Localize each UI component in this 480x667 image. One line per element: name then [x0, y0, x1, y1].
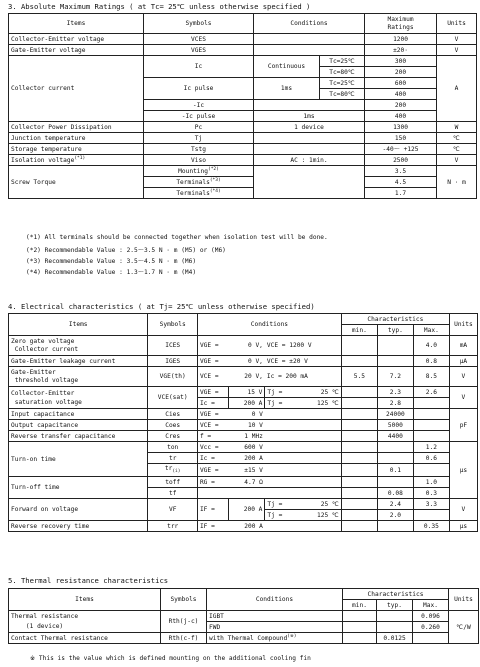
condition-cell: 200 A: [229, 521, 265, 532]
condition-cell: Tc=80℃: [320, 89, 365, 100]
footnote-4: (*4) Recommendable Value : 1.3〜1.7 N · m (M4): [26, 269, 197, 276]
condition-cell: [265, 431, 341, 442]
condition-cell: 600 V: [229, 442, 265, 453]
condition-cell: IGBT: [207, 611, 343, 622]
symbol-cell: toff: [148, 477, 197, 488]
min-cell: 5.5: [341, 367, 377, 387]
condition-cell: VCE = ±20 V: [265, 356, 341, 367]
symbol-cell: tr: [148, 453, 197, 464]
unit-cell: V: [437, 45, 477, 56]
typ-cell: [377, 622, 413, 633]
condition-cell: [254, 177, 365, 188]
header-max: Max.: [413, 600, 449, 611]
condition-cell: 200 A: [229, 398, 265, 409]
symbol-cell: Rth(c-f): [161, 633, 207, 644]
item-cell: Collector-Emitter voltage: [9, 34, 144, 45]
value-cell: 4.5: [365, 177, 437, 188]
typ-cell: 5000: [377, 420, 413, 431]
unit-cell: μA: [449, 356, 477, 367]
item-cell: Reverse transfer capacitance: [9, 431, 148, 442]
condition-cell: [265, 521, 341, 532]
header-symbols: Symbols: [148, 314, 197, 336]
table-row: [9, 367, 478, 387]
header-characteristics: Characteristics: [341, 314, 449, 325]
min-cell: [343, 611, 377, 622]
min-cell: [341, 510, 377, 521]
item-cell: Turn-off time: [9, 477, 148, 499]
table-header-row: [9, 589, 479, 600]
header-typ: typ.: [377, 600, 413, 611]
value-cell: 400: [365, 89, 437, 100]
table-row: [9, 166, 477, 177]
condition-cell: IF =: [197, 521, 228, 532]
table-row: [9, 133, 477, 144]
condition-cell: 1 MHz: [229, 431, 265, 442]
condition-cell: [254, 45, 365, 56]
symbol-cell: VCES: [144, 34, 254, 45]
condition-cell: VCE =: [197, 367, 228, 387]
unit-cell: A: [437, 56, 477, 122]
min-cell: [341, 453, 377, 464]
typ-cell: 0.1: [377, 464, 413, 477]
header-symbols: Symbols: [144, 14, 254, 34]
condition-cell: 20 V,: [229, 367, 265, 387]
table-row: [9, 521, 478, 532]
max-cell: 0.096: [413, 611, 449, 622]
item-cell: Zero gate voltage Collector current: [9, 336, 148, 356]
unit-cell: μs: [449, 521, 477, 532]
table-row: [9, 56, 477, 67]
condition-cell: [265, 442, 341, 453]
condition-cell: AC : 1min.: [254, 155, 365, 166]
unit-cell: W: [437, 122, 477, 133]
max-cell: 0.260: [413, 622, 449, 633]
condition-cell: FWD: [207, 622, 343, 633]
min-cell: [341, 521, 377, 532]
unit-cell: V: [437, 155, 477, 166]
item-cell: Junction temperature: [9, 133, 144, 144]
min-cell: [341, 464, 377, 477]
min-cell: [341, 336, 377, 356]
table-row: [9, 442, 478, 453]
condition-cell: Tj =: [265, 398, 296, 409]
thermal-resistance-table: [8, 588, 479, 644]
max-cell: 2.6: [413, 387, 449, 398]
value-cell: 2500: [365, 155, 437, 166]
typ-cell: [377, 336, 413, 356]
header-units: Units: [449, 589, 479, 611]
condition-cell: 10 V: [229, 420, 265, 431]
condition-cell: VGE =: [197, 464, 228, 477]
condition-cell: RG =: [197, 477, 228, 488]
header-units: Units: [437, 14, 477, 34]
typ-cell: 0.08: [377, 488, 413, 499]
table-header-row: [9, 14, 477, 34]
condition-cell: [197, 488, 341, 499]
condition-cell: [265, 420, 341, 431]
symbol-cell: trr: [148, 521, 197, 532]
symbol-cell: Cies: [148, 409, 197, 420]
typ-cell: 24000: [377, 409, 413, 420]
condition-cell: Tj =: [265, 499, 296, 510]
section5-title: 5. Thermal resistance characteristics: [8, 576, 169, 585]
item-cell: Isolation voltage$^{(*1)}$: [9, 155, 144, 166]
item-cell: Reverse recovery time: [9, 521, 148, 532]
max-cell: [413, 409, 449, 420]
condition-cell: IF =: [197, 499, 228, 521]
item-cell: Storage temperature: [9, 144, 144, 155]
condition-cell: 25 ℃: [296, 387, 341, 398]
header-min: min.: [343, 600, 377, 611]
item-cell: Gate-Emitter leakage current: [9, 356, 148, 367]
condition-cell: VCE =: [197, 420, 228, 431]
header-items: Items: [9, 314, 148, 336]
condition-cell: [265, 409, 341, 420]
symbol-cell: -Ic: [144, 100, 254, 111]
table-row: [9, 499, 478, 510]
value-cell: 1200: [365, 34, 437, 45]
item-cell: Gate-Emitter threshold voltage: [9, 367, 148, 387]
max-cell: 8.5: [413, 367, 449, 387]
condition-cell: 1ms: [254, 111, 365, 122]
unit-cell: mA: [449, 336, 477, 356]
symbol-cell: Viso: [144, 155, 254, 166]
value-cell: 600: [365, 78, 437, 89]
item-cell: Collector-Emitter saturation voltage: [9, 387, 148, 409]
header-items: Items: [9, 589, 161, 611]
condition-cell: Tj =: [265, 387, 296, 398]
min-cell: [341, 409, 377, 420]
min-cell: [341, 431, 377, 442]
unit-cell: ℃/W: [449, 611, 479, 644]
symbol-cell: Rth(j-c): [161, 611, 207, 633]
symbol-cell: Coes: [148, 420, 197, 431]
max-cell: [413, 420, 449, 431]
min-cell: [341, 442, 377, 453]
condition-cell: [254, 133, 365, 144]
thermal-footnote: ※ This is the value which is defined mounting on the additional cooling fin: [30, 655, 311, 662]
typ-cell: 2.3: [377, 387, 413, 398]
table-row: [9, 409, 478, 420]
value-cell: ±20·: [365, 45, 437, 56]
unit-cell: N · m: [437, 166, 477, 199]
condition-cell: f =: [197, 431, 228, 442]
symbol-cell: VF: [148, 499, 197, 521]
value-cell: 300: [365, 56, 437, 67]
condition-cell: Ic =: [197, 453, 228, 464]
symbol-cell: IGES: [148, 356, 197, 367]
typ-cell: [377, 611, 413, 622]
max-cell: [413, 398, 449, 409]
condition-cell: [265, 464, 341, 477]
condition-cell: Tc=25℃: [320, 56, 365, 67]
condition-cell: VGE =: [197, 336, 228, 356]
max-cell: 3.3: [413, 499, 449, 510]
condition-cell: with Thermal Compound(※): [207, 633, 343, 644]
condition-cell: 1ms: [254, 78, 320, 100]
condition-cell: VGE =: [197, 387, 228, 398]
item-cell: Collector current: [9, 56, 144, 122]
condition-cell: 200 A: [229, 499, 265, 521]
value-cell: 1300: [365, 122, 437, 133]
header-max-ratings: Maximum Ratings: [365, 14, 437, 34]
typ-cell: 0.0125: [377, 633, 413, 644]
typ-cell: 2.0: [377, 510, 413, 521]
table-row: [9, 144, 477, 155]
condition-cell: Tc=25℃: [320, 78, 365, 89]
min-cell: [341, 356, 377, 367]
symbol-cell: Mounting$^{(*2)}$: [144, 166, 254, 177]
value-cell: 200: [365, 67, 437, 78]
typ-cell: 2.8: [377, 398, 413, 409]
value-cell: 400: [365, 111, 437, 122]
header-units: Units: [449, 314, 477, 336]
symbol-cell: Terminals$^{(*4)}$: [144, 188, 254, 199]
max-cell: 0.6: [413, 453, 449, 464]
footnote-2: (*2) Recommendable Value : 2.5〜3.5 N · m (M5) or (M6): [26, 247, 226, 254]
condition-cell: 0 V,: [229, 336, 265, 356]
condition-cell: [254, 188, 365, 199]
unit-cell: pF: [449, 409, 477, 442]
typ-cell: [377, 477, 413, 488]
table-row: [9, 122, 477, 133]
footnote-3: (*3) Recommendable Value : 3.5〜4.5 N · m (M6): [26, 258, 197, 265]
condition-cell: Tj =: [265, 510, 296, 521]
item-cell: Output capacitance: [9, 420, 148, 431]
header-conditions: Conditions: [254, 14, 365, 34]
unit-cell: ℃: [437, 133, 477, 144]
table-row: [9, 420, 478, 431]
condition-cell: [254, 144, 365, 155]
max-cell: 0.3: [413, 488, 449, 499]
footnote-1: (*1) All terminals should be connected together when isolation test will be done.: [26, 234, 328, 241]
table-row: [9, 45, 477, 56]
header-typ: typ.: [377, 325, 413, 336]
header-characteristics: Characteristics: [343, 589, 449, 600]
value-cell: -40〜 +125: [365, 144, 437, 155]
item-cell: Gate-Emitter voltage: [9, 45, 144, 56]
value-cell: 3.5: [365, 166, 437, 177]
table-row: [9, 155, 477, 166]
condition-cell: 125 ℃: [296, 510, 341, 521]
symbol-cell: VGE(th): [148, 367, 197, 387]
header-conditions: Conditions: [197, 314, 341, 336]
min-cell: [343, 622, 377, 633]
header-items: Items: [9, 14, 144, 34]
item-cell: Turn-on time: [9, 442, 148, 477]
item-cell: Forward on voltage: [9, 499, 148, 521]
condition-cell: Vcc =: [197, 442, 228, 453]
min-cell: [341, 499, 377, 510]
unit-cell: V: [449, 499, 477, 521]
symbol-cell: Ic: [144, 56, 254, 78]
condition-cell: 125 ℃: [296, 398, 341, 409]
max-cell: 0.35: [413, 521, 449, 532]
section3-title: 3. Absolute Maximum Ratings ( at Tc= 25℃ unless otherwise specified ): [8, 2, 311, 11]
symbol-cell: Terminals$^{(*3)}$: [144, 177, 254, 188]
condition-cell: VGE =: [197, 356, 228, 367]
typ-cell: 2.4: [377, 499, 413, 510]
typ-cell: [377, 453, 413, 464]
max-cell: 0.8: [413, 356, 449, 367]
symbol-cell: VGES: [144, 45, 254, 56]
condition-cell: 15 V: [229, 387, 265, 398]
min-cell: [341, 387, 377, 398]
max-cell: [413, 464, 449, 477]
table-header-row: [9, 314, 478, 325]
table-row: [9, 34, 477, 45]
condition-cell: Ic =: [197, 398, 228, 409]
typ-cell: [377, 521, 413, 532]
section4-title: 4. Electrical characteristics ( at Tj= 25℃ unless otherwise specified): [8, 302, 315, 311]
min-cell: [341, 398, 377, 409]
condition-cell: 1 device: [254, 122, 365, 133]
header-min: min.: [341, 325, 377, 336]
min-cell: [341, 477, 377, 488]
condition-cell: [254, 34, 365, 45]
header-symbols: Symbols: [161, 589, 207, 611]
condition-cell: Tc=80℃: [320, 67, 365, 78]
condition-cell: VGE =: [197, 409, 228, 420]
condition-cell: 4.7 Ω: [229, 477, 265, 488]
condition-cell: 0 V: [229, 409, 265, 420]
symbol-cell: -Ic pulse: [144, 111, 254, 122]
max-cell: 1.0: [413, 477, 449, 488]
condition-cell: ±15 V: [229, 464, 265, 477]
max-cell: 1.2: [413, 442, 449, 453]
max-cell: 4.0: [413, 336, 449, 356]
item-cell: Screw Torque: [9, 166, 144, 199]
condition-cell: [265, 477, 341, 488]
unit-cell: V: [449, 367, 477, 387]
value-cell: 1.7: [365, 188, 437, 199]
symbol-cell: ton: [148, 442, 197, 453]
min-cell: [341, 488, 377, 499]
table-row: [9, 633, 479, 644]
condition-cell: 200 A: [229, 453, 265, 464]
symbol-cell: Ic pulse: [144, 78, 254, 100]
typ-cell: 4400: [377, 431, 413, 442]
item-cell: Thermal resistance (1 device): [9, 611, 161, 633]
table-row: [9, 477, 478, 488]
symbol-cell: $tr_{(i)}$: [148, 464, 197, 477]
max-cell: [413, 510, 449, 521]
max-cell: [413, 431, 449, 442]
symbol-cell: Pc: [144, 122, 254, 133]
value-cell: 150: [365, 133, 437, 144]
symbol-cell: VCE(sat): [148, 387, 197, 409]
electrical-characteristics-table: [8, 313, 478, 532]
table-row: [9, 336, 478, 356]
min-cell: [343, 633, 377, 644]
condition-cell: Continuous: [254, 56, 320, 78]
typ-cell: [377, 356, 413, 367]
item-cell: Contact Thermal resistance: [9, 633, 161, 644]
table-row: [9, 387, 478, 398]
abs-max-ratings-table: [8, 13, 477, 199]
value-cell: 200: [365, 100, 437, 111]
condition-cell: 25 ℃: [296, 499, 341, 510]
header-conditions: Conditions: [207, 589, 343, 611]
condition-cell: VCE = 1200 V: [265, 336, 341, 356]
table-row: [9, 356, 478, 367]
item-cell: Collector Power Dissipation: [9, 122, 144, 133]
condition-cell: 0 V,: [229, 356, 265, 367]
symbol-cell: tf: [148, 488, 197, 499]
unit-cell: V: [449, 387, 477, 409]
unit-cell: μs: [449, 442, 477, 499]
condition-cell: [254, 100, 365, 111]
min-cell: [341, 420, 377, 431]
symbol-cell: Tj: [144, 133, 254, 144]
condition-cell: Ic = 200 mA: [265, 367, 341, 387]
table-row: [9, 431, 478, 442]
typ-cell: 7.2: [377, 367, 413, 387]
typ-cell: [377, 442, 413, 453]
table-row: [9, 611, 479, 622]
symbol-cell: Cres: [148, 431, 197, 442]
condition-cell: [254, 166, 365, 177]
unit-cell: ℃: [437, 144, 477, 155]
symbol-cell: Tstg: [144, 144, 254, 155]
header-max: Max.: [413, 325, 449, 336]
item-cell: Input capacitance: [9, 409, 148, 420]
unit-cell: V: [437, 34, 477, 45]
condition-cell: [265, 453, 341, 464]
symbol-cell: ICES: [148, 336, 197, 356]
max-cell: [413, 633, 449, 644]
